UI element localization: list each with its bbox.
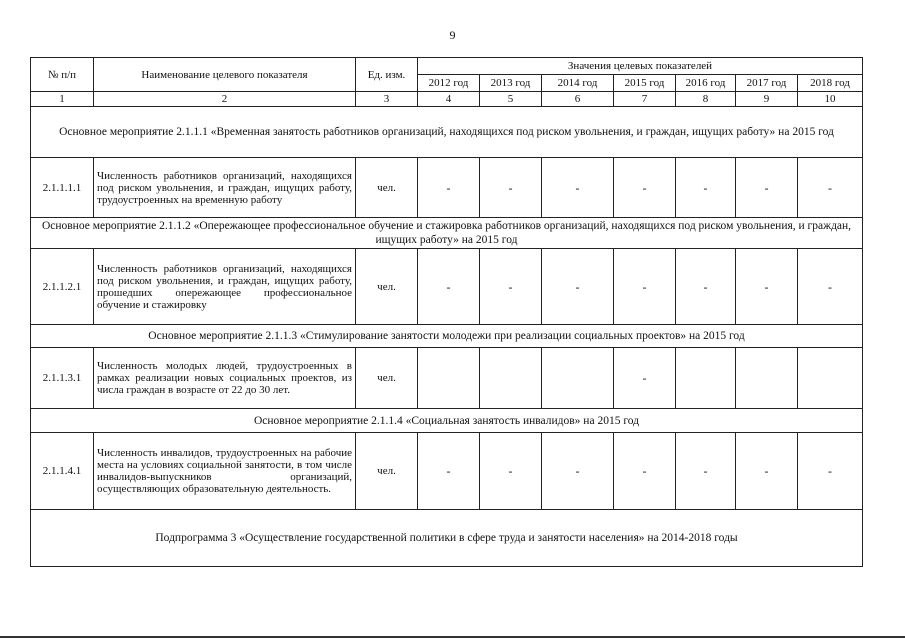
indicator-value	[736, 348, 798, 409]
indicator-num: 2.1.1.2.1	[31, 249, 94, 325]
indicator-value: -	[736, 249, 798, 325]
indicator-value: -	[676, 158, 736, 218]
header-num: № п/п	[31, 58, 94, 92]
indicator-value: -	[418, 433, 480, 510]
header-unit: Ед. изм.	[356, 58, 418, 92]
header-year: 2017 год	[736, 75, 798, 92]
header-year: 2013 год	[480, 75, 542, 92]
column-number: 1	[31, 92, 94, 107]
column-number: 2	[94, 92, 356, 107]
indicator-unit: чел.	[356, 158, 418, 218]
indicator-value: -	[480, 433, 542, 510]
column-number: 3	[356, 92, 418, 107]
section-title: Основное мероприятие 2.1.1.3 «Стимулирование занятости молодежи при реализации социальных проектов» на 2015 год	[31, 325, 863, 348]
target-indicators-table	[30, 57, 863, 567]
section-row	[31, 218, 863, 249]
header-year: 2012 год	[418, 75, 480, 92]
indicator-value	[418, 348, 480, 409]
indicator-name: Численность молодых людей, трудоустроенных в рамках реализации новых социальных проектов, из числа граждан в возрасте от 22 до 30 лет.	[94, 348, 356, 409]
indicator-value: -	[676, 433, 736, 510]
section-row	[31, 325, 863, 348]
indicator-value: -	[418, 158, 480, 218]
indicator-name: Численность работников организаций, находящихся под риском увольнения, и граждан, ищущих работу, прошедших опережающее профессиональное обучение и стажировку	[94, 249, 356, 325]
scan-edge-line	[0, 636, 905, 638]
indicator-value	[480, 348, 542, 409]
header-year: 2015 год	[614, 75, 676, 92]
indicator-value: -	[614, 348, 676, 409]
column-number: 4	[418, 92, 480, 107]
header-year: 2018 год	[798, 75, 863, 92]
indicator-row	[31, 158, 863, 218]
header-values-group: Значения целевых показателей	[418, 58, 863, 75]
section-row	[31, 409, 863, 433]
indicator-unit: чел.	[356, 348, 418, 409]
header-name: Наименование целевого показателя	[94, 58, 356, 92]
indicator-value: -	[542, 158, 614, 218]
indicator-value: -	[542, 249, 614, 325]
indicator-value: -	[736, 433, 798, 510]
indicator-value: -	[480, 158, 542, 218]
indicator-value: -	[542, 433, 614, 510]
header-year: 2016 год	[676, 75, 736, 92]
indicator-value: -	[614, 249, 676, 325]
indicator-num: 2.1.1.4.1	[31, 433, 94, 510]
subprogram-row	[31, 510, 863, 567]
indicator-unit: чел.	[356, 249, 418, 325]
section-title: Основное мероприятие 2.1.1.4 «Социальная занятость инвалидов» на 2015 год	[31, 409, 863, 433]
section-title: Основное мероприятие 2.1.1.1 «Временная занятость работников организаций, находящихся под риском увольнения, и граждан, ищущих работу» на 2015 год	[31, 107, 863, 158]
column-number-row	[31, 92, 863, 107]
indicator-value: -	[480, 249, 542, 325]
indicator-unit: чел.	[356, 433, 418, 510]
indicator-value: -	[736, 158, 798, 218]
indicator-value: -	[798, 249, 863, 325]
indicator-value	[542, 348, 614, 409]
column-number: 10	[798, 92, 863, 107]
indicator-row	[31, 348, 863, 409]
indicator-name: Численность работников организаций, находящихся под риском увольнения, и граждан, ищущих работу, трудоустроенных на временную работу	[94, 158, 356, 218]
section-row	[31, 107, 863, 158]
column-number: 7	[614, 92, 676, 107]
indicator-row	[31, 249, 863, 325]
column-number: 5	[480, 92, 542, 107]
indicator-num: 2.1.1.1.1	[31, 158, 94, 218]
column-number: 9	[736, 92, 798, 107]
indicator-num: 2.1.1.3.1	[31, 348, 94, 409]
header-year: 2014 год	[542, 75, 614, 92]
indicator-name: Численность инвалидов, трудоустроенных на рабочие места на условиях социальной занятости, в том числе инвалидов-выпускников организаций, осуществляющих образовательную деятельность.	[94, 433, 356, 510]
column-number: 6	[542, 92, 614, 107]
indicator-value: -	[798, 433, 863, 510]
column-number: 8	[676, 92, 736, 107]
indicator-value	[676, 348, 736, 409]
indicator-value: -	[676, 249, 736, 325]
indicator-value: -	[614, 433, 676, 510]
indicator-value: -	[798, 158, 863, 218]
indicator-value: -	[614, 158, 676, 218]
indicator-value: -	[418, 249, 480, 325]
header-row-1	[31, 58, 863, 75]
subprogram-title: Подпрограмма 3 «Осуществление государственной политики в сфере труда и занятости населения» на 2014-2018 годы	[31, 510, 863, 567]
page-number: 9	[449, 28, 456, 42]
indicator-row	[31, 433, 863, 510]
section-title: Основное мероприятие 2.1.1.2 «Опережающее профессиональное обучение и стажировка работников организаций, находящихся под риском увольнения, и граждан, ищущих работу» на 2015 год	[31, 218, 863, 249]
indicator-value	[798, 348, 863, 409]
